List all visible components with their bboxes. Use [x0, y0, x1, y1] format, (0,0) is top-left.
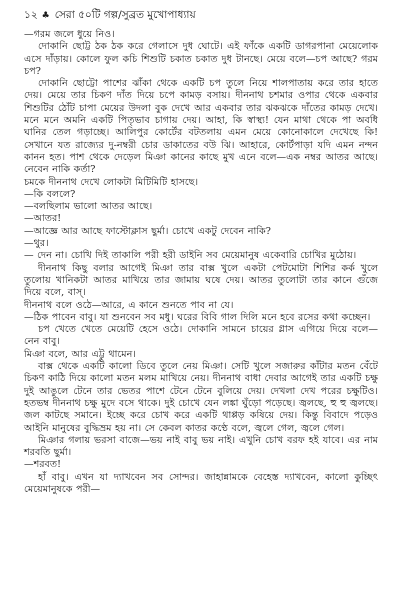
paragraph: —কি বললে?: [24, 188, 76, 200]
paragraph: —থুর।: [24, 238, 49, 250]
paragraph: চপ খেতে খেতে মেয়েটি হেসে ওঠে। দোকানি সামনে চায়ের গ্লাস এগিয়ে দিয়ে বলে— নেন বাবু।: [24, 324, 378, 348]
paragraph: হাঁ বাবু। এখন যা দ্যাখবেন সব সোন্দর। জাহান্নামকে বেহেস্ত দ্যাখবেন, কালো কুচ্ছিৎ মেয়েমানুষকে পরী—: [24, 471, 378, 495]
paragraph: মিঞার গলায় ভরসা বাজে—ভয় নাই বাবু ভয় নাই। এখুনি চোখ বরফ হই যাবে। এর নাম শরবতি ছুর্মা।: [24, 434, 378, 459]
paragraph: —বলছিলাম ভালো আতর আছে।: [24, 201, 153, 213]
paragraph: চমকে দীননাথ দেখে লোকটা মিটিমিটি হাসছে।: [24, 176, 199, 188]
paragraph: বাক্স থেকে একটি কালো ডিবে তুলে নেয় মিঞা। সেটি খুলে সজারুর কাঁটার মতন বেঁটে চিকণ কাঠি দিয়ে কালো মতন মলম মাখিয়ে নেয়। দীননাথ বাধা দেবার আগেই তার একটি চক্ষু দুই আঙুলে টেনে তার ভেতর পাশে টেনে টেনে বুলিয়ে দেয়। দেখলা দেখ পরের চক্ষুটিও। হতভম্ব দীননাথ চক্ষু মুদে বসে থাকে। দুই চোখে যেন লঙ্কা ঘুঁড়ো পড়েছে। জ্বলছে, হু হু জ্বলছে। জল কাটছে সমানে। ইচ্ছে করে চোখ করে একটি থাপ্পড় কষিয়ে দেয়। কিন্তু বিবাদে পড়েও আইনি মানুষের বুদ্ধিভ্রম হয় না। সে কেবল কাতর কণ্ঠে বলে, জ্বলে গেল, জ্বলে গেল।: [24, 361, 378, 434]
paragraph: মিঞা বলে, আর এট্টু থামেন।: [24, 348, 136, 360]
paragraph: দোকানি ছোট্টো পাশের ঝাঁকা থেকে একটি চপ তুলে নিয়ে শালপাতায় করে তার হাতে দেয়। মেয়ে তার চিকণ দাঁত দিয়ে চপে কামড় বসায়। দীননাথ চশমার ওপার থেকে একবার শিশুটির ঠোঁট চাপা মেয়ের উদলা বুক দেখে আর একবার তার ঝকঝকে দাঁতের কামড় দেখে। মনে মনে অমনি একটি পিতৃভাব চাগায় দেয়। আহা, কি স্বাস্থ্য! যেন মাথা থেকে পা অবধি ঘানির তেল গড়াচ্ছে। আলিপুর কোর্টের বটতলায় এমন মেয়ে কোনোকালে দেখেছে কি! সেখানে যত রাজ্যের দু-নম্বরী চোর ডাকাতের বউ ঝি। আহারে, কোর্টপাড়া যদি এমন নন্দন কানন হত। পাশ থেকে দেড়েল মিঞা কানের কাছে মুখ এনে বলে—এক নম্বর আতর আছে। নেবেন নাকি কর্তা?: [24, 78, 378, 176]
paragraph: দোকানি ছোট্ট ঠক ঠক করে গেলাসে দুধ ঘোটে। এই ফাঁকে একটি ডাগরপানা মেয়েলোক এসে দাঁড়ায়। কোলে ফুল কচি শিশুটি চকাত চকাত দুধ টানছে। মেয়ে বলে—চপ আছে? গরম চপ?: [24, 41, 378, 77]
paragraph: —আতর!: [24, 213, 62, 225]
paragraph: —গরম জলে ধুয়ে নিও।: [24, 29, 115, 40]
paragraph: —ঠিক পাবেন বাবু। যা শুনবেন সব মধু। ঘরের বিবি গাল দিলি মনে হবে রসের কথা কচ্ছেন।: [24, 311, 371, 323]
paragraph: — দেন না। চোখি দিই তাকালি পরী হরী ডাইনি সব মেয়েমানুষ একেবারি চোখির মুঠোয়।: [24, 250, 357, 262]
story-text: [24, 29, 378, 496]
paragraph: —শরবত!: [24, 459, 61, 471]
paragraph: —আজ্ঞে আর আছে ফাস্টোক্লাস ছুর্মা। চোখে একটু দেবেন নাকি?: [24, 225, 271, 237]
page-header: [24, 8, 378, 23]
paragraph: দীননাথ কিছু বলার আগেই মিঞা তার বাক্স খুলে একটা পেটমোটা শিশির কর্ক খুলে তুলোয় খানিকটা আতর মাখিয়ে তার জামায় ঘষে দেয়। আতর তুলোটা তার কানে গুঁজে দিয়ে বলে, বাস্।: [24, 262, 378, 299]
running-title: সেরা ৫০টি গল্প/সুব্রত মুখোপাধ্যায়: [54, 9, 196, 21]
page-number: ১২: [24, 9, 38, 21]
club-ornament-icon: ♣: [41, 11, 50, 21]
paragraph: দীননাথ বলে ওঠে—আরে, এ কানে শুনতে পাব না যে।: [24, 299, 234, 311]
